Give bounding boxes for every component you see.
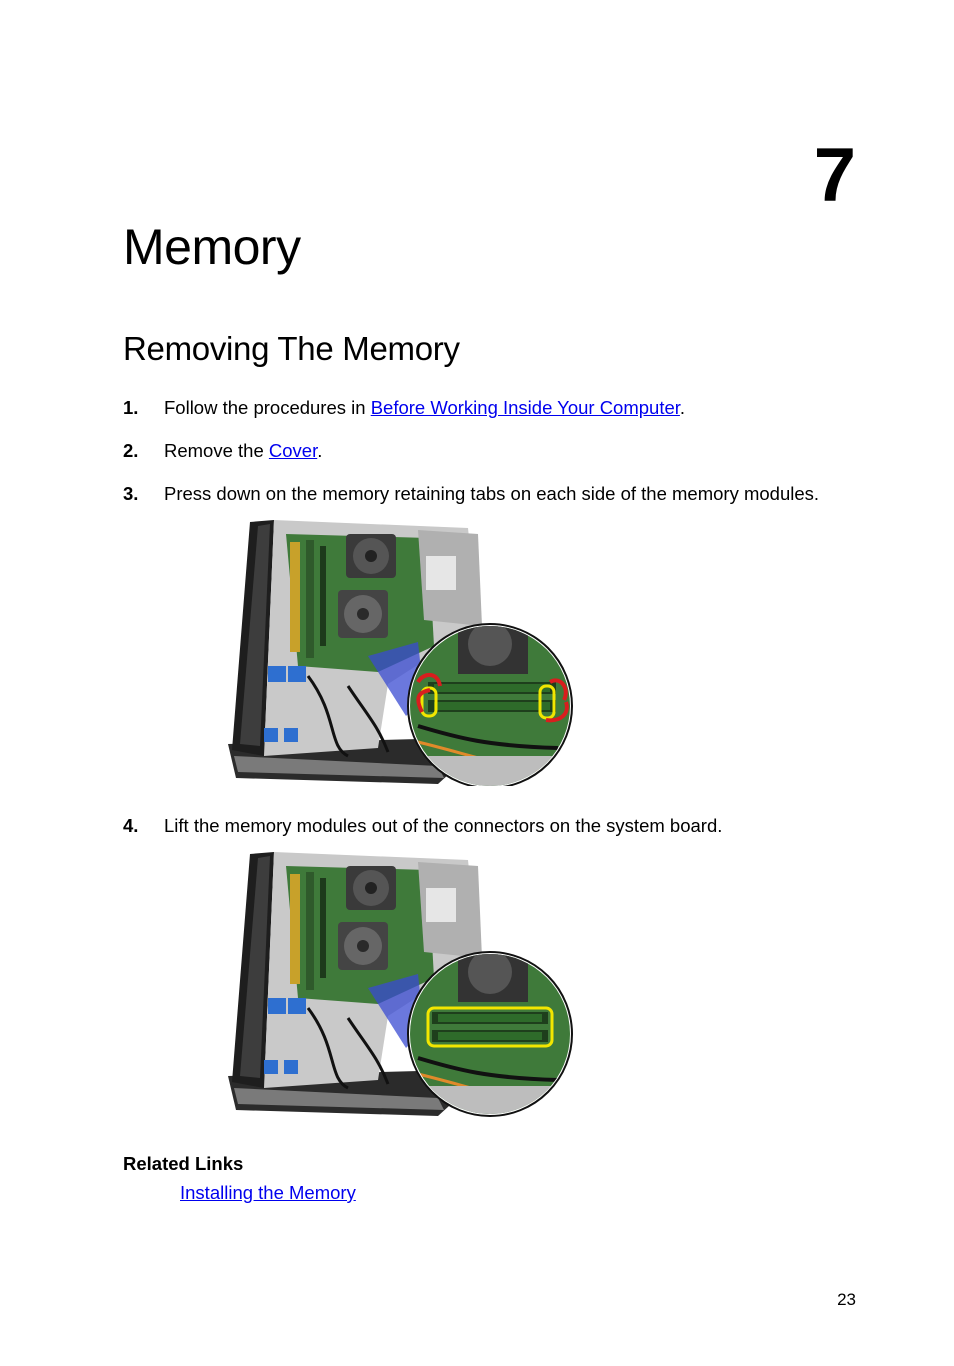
step-text: Press down on the memory retaining tabs on each side of the memory modules. xyxy=(164,483,820,504)
step-number: 2. xyxy=(123,440,139,461)
step-3 xyxy=(123,483,819,505)
page-number: 23 xyxy=(837,1290,856,1309)
step-number: 1. xyxy=(123,397,139,418)
section-title: Removing The Memory xyxy=(123,330,460,367)
cover-link[interactable]: Cover xyxy=(268,440,318,461)
step-text-end: . xyxy=(679,397,686,418)
step-1 xyxy=(123,397,685,419)
step-4 xyxy=(123,815,722,837)
chapter-number: 7 xyxy=(813,133,856,218)
related-links-title: Related Links xyxy=(123,1153,244,1174)
chapter-title: Memory xyxy=(123,219,301,275)
step-number: 4. xyxy=(123,815,139,836)
step-number: 3. xyxy=(123,483,139,504)
step-2 xyxy=(123,440,322,462)
figure-press-retaining-tabs xyxy=(228,516,576,786)
step-text: Lift the memory modules out of the connectors on the system board. xyxy=(164,815,723,836)
figure-lift-memory-modules xyxy=(228,848,576,1118)
before-working-link[interactable]: Before Working Inside Your Computer xyxy=(370,397,680,418)
step-text: Follow the procedures in xyxy=(164,397,371,418)
installing-memory-link[interactable]: Installing the Memory xyxy=(180,1182,356,1203)
step-text: Remove the xyxy=(164,440,269,461)
step-text-end: . xyxy=(317,440,323,461)
